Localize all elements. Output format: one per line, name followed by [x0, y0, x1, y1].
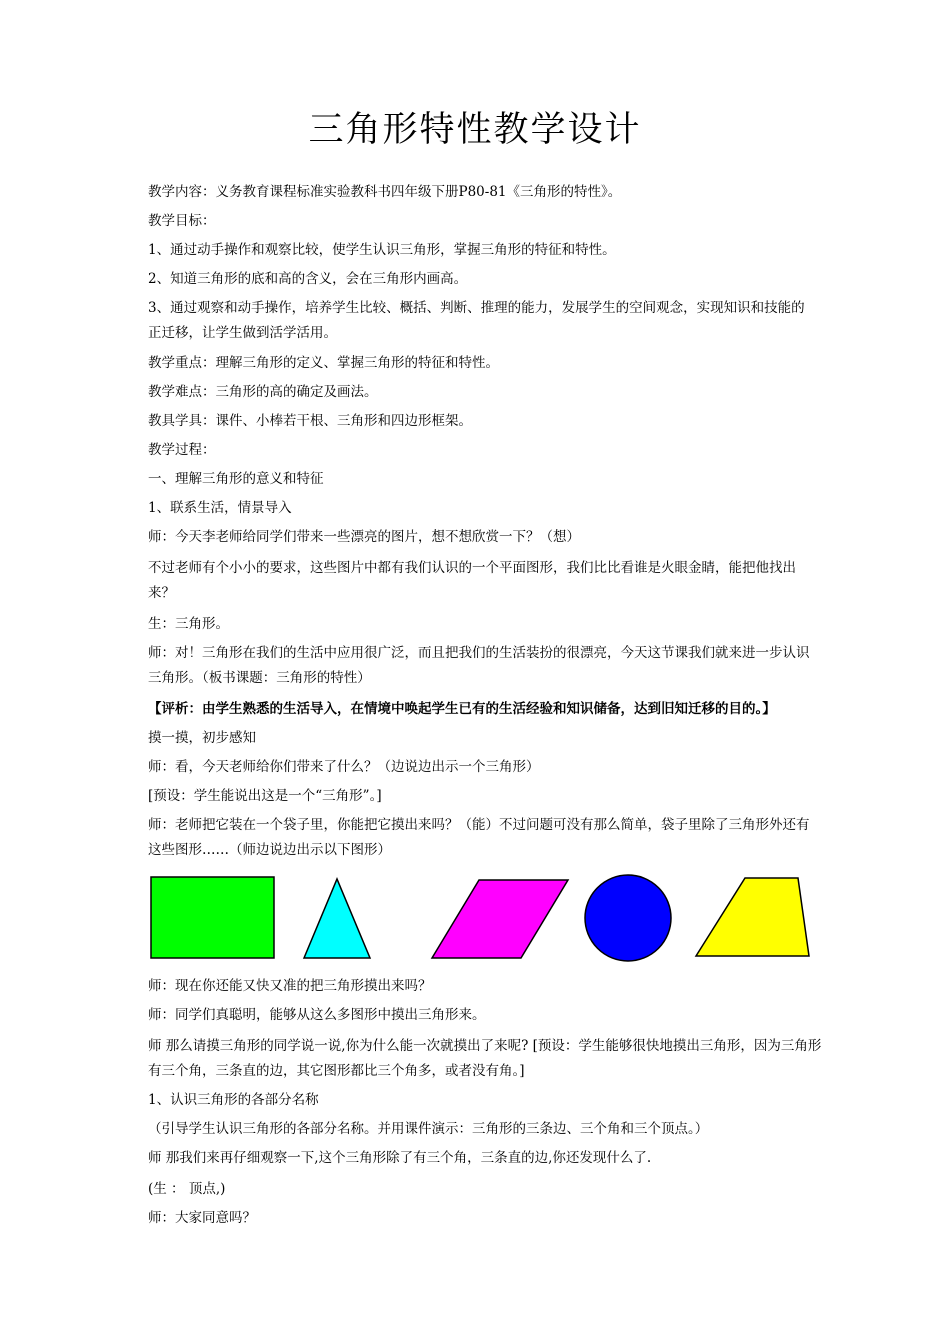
- shapes-figure: [148, 872, 818, 964]
- paragraph-teacher-9: 师：大家同意吗？: [148, 1210, 256, 1226]
- paragraph-teacher-request: 不过老师有个小小的要求，这些图片中都有我们认识的一个平面图形，我们比比看谁是火眼金睛，能把他找出来？: [148, 560, 796, 601]
- circle-shape: [585, 875, 671, 961]
- paragraph-teaching-aids: 教具学具：课件、小棒若干根、三角形和四边形框架。: [148, 413, 472, 429]
- paragraph-subsection-names: 1、认识三角形的各部分名称: [148, 1092, 319, 1108]
- paragraph-teacher-2: 师：对！三角形在我们的生活中应用很广泛，而且把我们的生活装扮的很漂亮，今天这节课我们就来进一步认识三角形。（板书课题：三角形的特性）: [148, 645, 810, 686]
- paragraph-guide: （引导学生认识三角形的各部分名称。并用课件演示：三角形的三条边、三个角和三个顶点。）: [148, 1121, 709, 1137]
- paragraph-process-heading: 教学过程：: [148, 442, 216, 458]
- paragraph-key-point: 教学重点：理解三角形的定义、掌握三角形的特征和特性。: [148, 355, 499, 371]
- paragraph-teacher-3: 师：看，今天老师给你们带来了什么？（边说边出示一个三角形）: [148, 759, 540, 775]
- paragraph-objective-2: 2、知道三角形的底和高的含义，会在三角形内画高。: [148, 271, 468, 287]
- parallelogram-shape: [432, 880, 568, 958]
- paragraph-content: 教学内容：义务教育课程标准实验教科书四年级下册P80-81《三角形的特性》。: [148, 184, 622, 200]
- paragraph-preset-1: [预设：学生能说出这是一个“三角形”。]: [148, 788, 382, 804]
- paragraph-teacher-8: 师 那我们来再仔细观察一下,这个三角形除了有三个角，三条直的边,你还发现什么了.: [148, 1150, 652, 1166]
- paragraph-objectives-heading: 教学目标：: [148, 213, 216, 229]
- paragraph-teacher-5: 师：现在你还能又快又准的把三角形摸出来吗？: [148, 978, 432, 994]
- paragraph-objective-1: 1、通过动手操作和观察比较，使学生认识三角形，掌握三角形的特征和特性。: [148, 242, 616, 258]
- paragraph-touch: 摸一摸，初步感知: [148, 730, 256, 746]
- document-title: 三角形特性教学设计: [308, 110, 642, 150]
- paragraph-subsection-1: 1、联系生活，情景导入: [148, 500, 292, 516]
- square-shape: [151, 877, 274, 958]
- paragraph-teacher-6: 师：同学们真聪明，能够从这么多图形中摸出三角形来。: [148, 1007, 486, 1023]
- paragraph-student-vertex: (生 ： 顶点,): [148, 1181, 226, 1197]
- paragraph-objective-3: 3、通过观察和动手操作，培养学生比较、概括、判断、推理的能力，发展学生的空间观念，实现知识和技能的正迁移，让学生做到活学活用。: [148, 300, 805, 341]
- paragraph-teacher-1: 师：今天李老师给同学们带来一些漂亮的图片，想不想欣赏一下？（想）: [148, 529, 580, 545]
- paragraph-teacher-7: 师 那么请摸三角形的同学说一说,你为什么能一次就摸出了来呢? [预设：学生能够很快地摸出三角形，因为三角形有三个角，三条直的边，其它图形都比三个角多，或者没有角。]: [148, 1038, 822, 1079]
- triangle-shape: [304, 879, 370, 958]
- paragraph-teacher-4: 师：老师把它装在一个袋子里，你能把它摸出来吗？（能）不过问题可没有那么简单，袋子里除了三角形外还有这些图形……（师边说边出示以下图形）: [148, 817, 810, 858]
- paragraph-difficulty: 教学难点：三角形的高的确定及画法。: [148, 384, 378, 400]
- paragraph-section-1: 一、理解三角形的意义和特征: [148, 471, 324, 487]
- trapezoid-shape: [696, 878, 809, 956]
- paragraph-student-answer: 生：三角形。: [148, 616, 229, 632]
- paragraph-commentary: 【评析：由学生熟悉的生活导入，在情境中唤起学生已有的生活经验和知识储备，达到旧知迁移的目的。】: [148, 701, 776, 717]
